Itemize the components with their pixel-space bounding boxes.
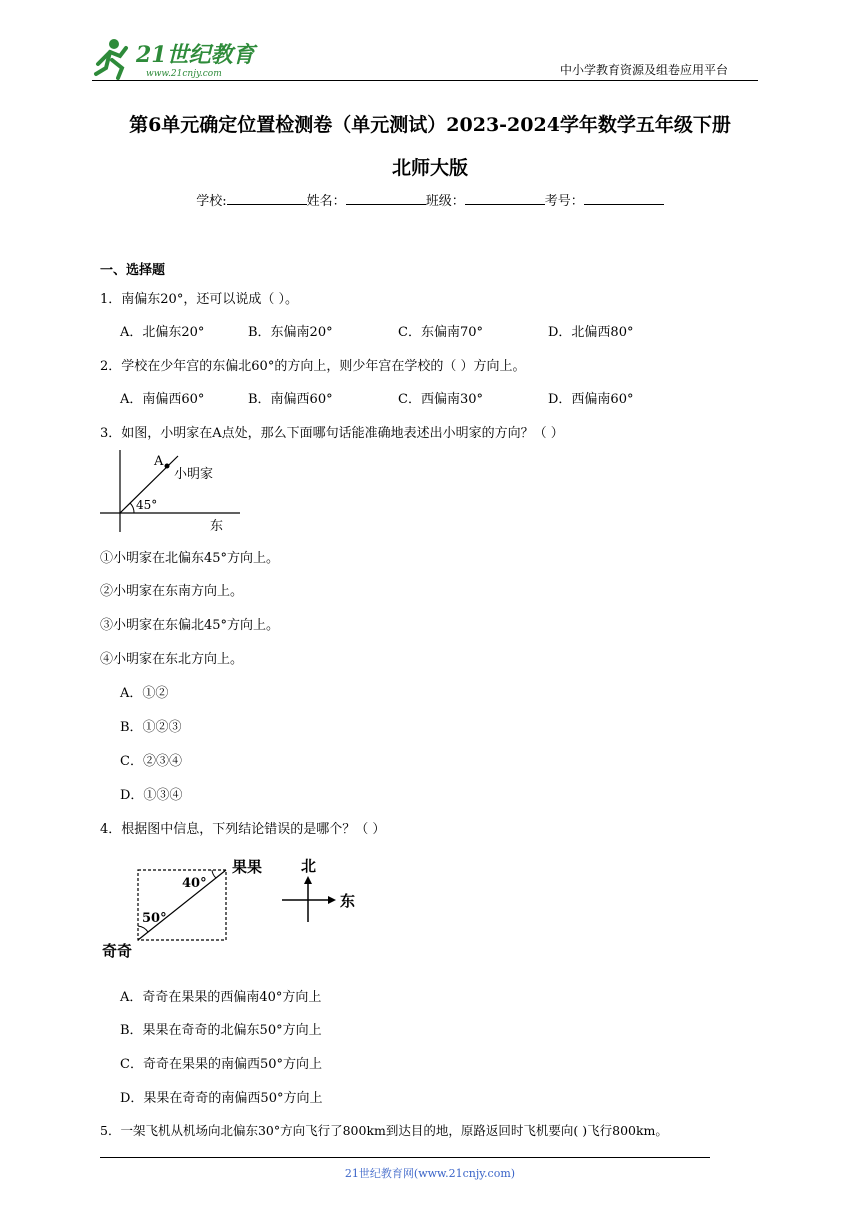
name-label: 姓名： [306,194,346,209]
point-a-dot [165,464,170,469]
q2-option-d[interactable]: D．西偏南60° [548,392,634,407]
guoguo-label: 果果 [232,858,263,876]
name-blank[interactable] [346,192,426,205]
question-4-stem: 4．根据图中信息，下列结论错误的是哪个？（ ） [100,822,386,837]
site-logo [92,34,272,82]
q4-option-a[interactable]: A．奇奇在果果的西偏南40°方向上 [120,990,322,1005]
question-5-stem: 5．一架飞机从机场向北偏东30°方向飞行了800km到达目的地，原路返回时飞机要向( )飞行800km。 [100,1123,668,1138]
qiqi-label: 奇奇 [102,942,133,960]
number-blank[interactable] [584,192,664,205]
question-2-stem: 2．学校在少年宫的东偏北60°的方向上，则少年宫在学校的（ ）方向上。 [100,359,526,374]
question-3-stem: 3．如图，小明家在A点处，那么下面哪句话能准确地表述出小明家的方向？（ ） [100,426,564,441]
school-label: 学校: [196,194,227,209]
q2-option-a[interactable]: A．南偏西60° [120,392,205,407]
footer-divider [100,1157,710,1158]
logo-url-text: www.21cnjy.com [146,69,222,79]
student-info-line [0,190,860,209]
compass-icon [282,857,355,922]
north-label: 北 [301,857,317,875]
runner-logo-icon [92,34,272,82]
q3-statement-1: ①小明家在北偏东45°方向上。 [100,551,280,566]
angle-50-label: 50° [142,911,167,926]
compass-east-label: 东 [340,892,356,910]
page-title: 第6单元确定位置检测卷（单元测试）2023-2024学年数学五年级下册 [129,114,731,136]
q4-option-d[interactable]: D．果果在奇奇的南偏西50°方向上 [120,1091,323,1106]
q3-statement-2: ②小明家在东南方向上。 [100,584,244,599]
q4-direction-figure [98,852,368,964]
point-a-label: A [154,454,164,469]
angle-45-label: 45° [136,498,158,512]
q3-option-c[interactable]: C．②③④ [120,754,182,769]
q2-option-b[interactable]: B．南偏西60° [248,392,333,407]
east-label: 东 [210,519,224,534]
angle-40-label: 40° [182,876,207,891]
q1-option-b[interactable]: B．东偏南20° [248,325,333,340]
class-label: 班级： [425,194,465,209]
q3-option-b[interactable]: B．①②③ [120,720,182,735]
q3-statement-3: ③小明家在东偏北45°方向上。 [100,618,280,633]
q2-option-c[interactable]: C．西偏南30° [398,392,483,407]
xiaoming-home-label: 小明家 [174,467,214,482]
class-blank[interactable] [465,192,545,205]
header-divider [92,80,758,81]
q3-option-d[interactable]: D．①③④ [120,788,183,803]
q1-option-d[interactable]: D．北偏西80° [548,325,634,340]
q1-option-c[interactable]: C．东偏南70° [398,325,483,340]
logo-main-text: 21世纪教育 [136,42,255,68]
page-title-line2: 北师大版 [391,157,468,179]
q4-option-b[interactable]: B．果果在奇奇的北偏东50°方向上 [120,1023,322,1038]
q4-option-c[interactable]: C．奇奇在果果的南偏西50°方向上 [120,1057,322,1072]
q3-option-a[interactable]: A．①② [120,686,169,701]
section-heading: 一、选择题 [100,263,166,278]
footer-link[interactable]: 21世纪教育网(www.21cnjy.com) [344,1167,516,1180]
question-1-stem: 1．南偏东20°，还可以说成（ ）。 [100,292,298,307]
q1-option-a[interactable]: A．北偏东20° [120,325,205,340]
school-blank[interactable] [227,192,307,205]
q3-statement-4: ④小明家在东北方向上。 [100,652,244,667]
number-label: 考号： [544,194,584,209]
q3-direction-figure [98,446,248,536]
platform-name: 中小学教育资源及组卷应用平台 [560,63,729,77]
